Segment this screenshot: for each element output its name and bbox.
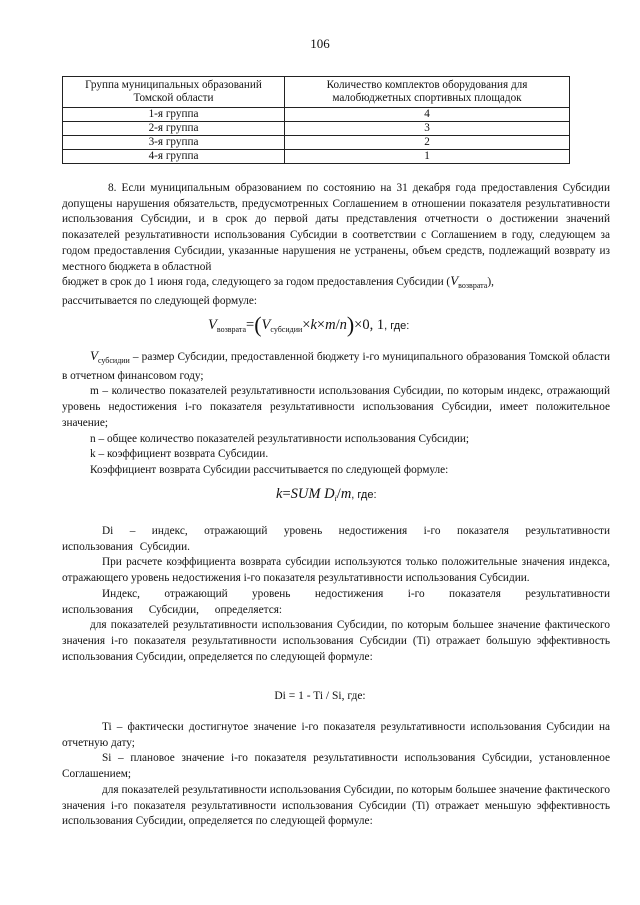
table-row bbox=[63, 108, 570, 122]
table-cell-group: 2-я группа bbox=[63, 122, 285, 136]
table-cell-count: 2 bbox=[285, 136, 570, 150]
paragraph-8-continued: бюджет в срок до 1 июня года, следующего за годом предоставления Субсидии $(V_{возврата})$, рассчитывается по следующей формуле: bbox=[62, 273, 610, 309]
definition-k: k – коэффициент возврата Субсидии. bbox=[90, 448, 269, 461]
table-cell-group: 3-я группа bbox=[63, 136, 285, 150]
v-return-symbol: $V_{возврата}$ bbox=[450, 273, 488, 290]
paragraph-8 bbox=[62, 181, 610, 275]
ti-si-block bbox=[62, 720, 610, 830]
groups-table bbox=[62, 76, 570, 164]
table-header-row bbox=[63, 77, 570, 108]
table-row bbox=[63, 122, 570, 136]
formula-coefficient: k=SUM $D_i/m$, где: bbox=[276, 486, 377, 503]
table-cell-count: 1 bbox=[285, 150, 570, 164]
formula-di: Di = 1 - Ti / Si, где: bbox=[274, 690, 366, 702]
table-cell-count: 3 bbox=[285, 122, 570, 136]
paragraph-8-text: 8. Если муниципальным образованием по состоянию на 31 декабря года предоставления Субсидии допущены нарушения обязательств, предусмотренных Соглашением в отношении показателя результативности использования Субсидии, и в срок до первой даты представления отчетности о достижении значений показателей результативности использования Субсидии в соответствии с Соглашением в году, следующем за годом предоставления Субсидии, указанные нарушения не устранены, объем средств, подлежащий возврату из местного бюджета в областной bbox=[62, 182, 610, 273]
bigger-better-rule: для показателей результативности использования Субсидии, по которым большее значение фактического значения i-го показателя результативности использования Субсидии (Ti) отражает большую эффективность использования Субсидии, определяется по следующей формуле: bbox=[62, 619, 610, 663]
definition-n: n – общее количество показателей результативности использования Субсидии; bbox=[90, 432, 470, 445]
index-definition: Индекс, отражающий уровень недостижения i-го показателя результативности использования Субсидии, определяется: bbox=[62, 587, 610, 616]
paragraph-8-text-b: бюджет в срок до 1 июня года, следующего за годом предоставления Субсидии ( bbox=[62, 276, 451, 288]
table-header-group: Группа муниципальных образований Томской области bbox=[63, 77, 285, 108]
definitions-block bbox=[62, 348, 610, 479]
table-cell-group: 4-я группа bbox=[63, 150, 285, 164]
smaller-better-rule: для показателей результативности использования Субсидии, по которым большее значение фактического значения i-го показателя результативности использования Субсидии (Ti) отражает меньшую эффективность использования Субсидии, определяется по следующей формуле: bbox=[62, 783, 610, 828]
page-number: 106 bbox=[310, 36, 330, 51]
formula-return: $V_{возврата}=(V_{субсидии}\times k\times m/n)\times 0$, 1, где: bbox=[208, 312, 410, 337]
table-cell-group: 1-я группа bbox=[63, 108, 285, 122]
table-row bbox=[63, 136, 570, 150]
paragraph-8-text-c: рассчитывается по следующей формуле: bbox=[62, 294, 258, 307]
table-row bbox=[63, 150, 570, 164]
definition-m: m – количество показателей результативности использования Субсидии, по которым индекс, отражающий уровень недостижения i-го показателя результативности использования Субсидии, имеет положительное значение; bbox=[62, 385, 610, 429]
index-block bbox=[62, 524, 610, 665]
definition-di: Di – индекс, отражающий уровень недостижения i-го показателя результативности использования Субсидии. bbox=[62, 525, 610, 553]
calculation-note: При расчете коэффициента возврата субсидии используются только положительные значения индекса, отражающего уровень недостижения i-го показателя результативности использования Субсидии. bbox=[62, 556, 610, 585]
definition-ti: Ti – фактически достигнутое значение i-го показателя результативности использования Субсидии на отчетную дату; bbox=[62, 721, 610, 749]
definition-si: Si – плановое значение i-го показателя результативности использования Субсидии, установленное Соглашением; bbox=[62, 752, 610, 781]
coefficient-intro: Коэффициент возврата Субсидии рассчитывается по следующей формуле: bbox=[90, 463, 449, 476]
definition-v-subsidy: $V_{субсидии}$ – размер Субсидии, предоставленной бюджету i-го муниципального образования Томской области в отчетном финансовом году; bbox=[62, 348, 610, 382]
table-cell-count: 4 bbox=[285, 108, 570, 122]
table-header-count: Количество комплектов оборудования для малобюджетных спортивных площадок bbox=[285, 77, 570, 108]
